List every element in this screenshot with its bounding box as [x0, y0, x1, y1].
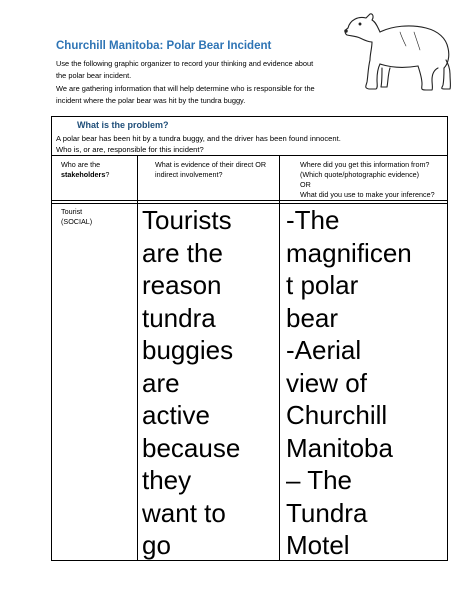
evidence-line: tundra — [142, 302, 216, 333]
header-text: (Which quote/photographic evidence) — [300, 170, 420, 179]
source-line: bear — [286, 302, 339, 333]
header-text: OR — [300, 180, 311, 189]
evidence-line: Tourists — [142, 205, 232, 235]
header-text: indirect involvement? — [155, 170, 223, 179]
intro-paragraph — [56, 58, 346, 108]
header-text: What is evidence of their direct OR — [155, 160, 267, 169]
evidence-line: because — [142, 432, 241, 463]
source-line: Motel — [286, 530, 350, 560]
stakeholder-category: (SOCIAL) — [61, 217, 93, 226]
evidence-line: go — [142, 530, 171, 560]
source-line: -Aerial — [286, 335, 362, 365]
table-divider — [137, 155, 138, 561]
header-text: What did you use to make your inference? — [300, 190, 435, 199]
source-line: Churchill — [286, 400, 388, 430]
evidence-line: want to — [142, 497, 226, 528]
intro-line: We are gathering information that will help determine who is responsible for the — [56, 83, 315, 93]
table-divider — [279, 155, 280, 561]
header-text: stakeholders — [61, 170, 106, 179]
source-line: magnificen — [286, 237, 412, 268]
source-cell — [286, 204, 412, 562]
evidence-cell — [142, 204, 240, 562]
source-line: -The — [286, 205, 340, 235]
intro-line: Use the following graphic organizer to record your thinking and evidence about — [56, 59, 314, 68]
column-header-evidence — [155, 160, 266, 180]
header-text: Who are the — [61, 160, 101, 169]
stakeholder-cell — [61, 207, 92, 227]
header-text: Where did you get this information from? — [300, 160, 430, 169]
column-header-source — [300, 160, 435, 200]
source-line: – The — [286, 465, 353, 495]
evidence-line: are the — [142, 237, 223, 268]
evidence-line: reason — [142, 270, 222, 300]
evidence-line: are — [142, 367, 180, 398]
evidence-line: they — [142, 465, 192, 495]
evidence-line: buggies — [142, 335, 234, 365]
source-line: t polar — [286, 270, 359, 300]
source-line: Manitoba — [286, 432, 393, 463]
source-line: view of — [286, 367, 367, 398]
intro-line: the polar bear incident. — [56, 71, 132, 81]
problem-heading: What is the problem? — [77, 120, 169, 130]
column-header-stakeholders — [61, 160, 109, 180]
problem-statement: A polar bear has been hit by a tundra buggy, and the driver has been found innocent. — [56, 134, 341, 143]
document-title: Churchill Manitoba: Polar Bear Incident — [56, 40, 272, 52]
intro-line: incident where the polar bear was hit by the tundra buggy. — [56, 96, 246, 106]
header-text: ? — [105, 170, 110, 179]
stakeholder-name: Tourist — [61, 207, 83, 216]
polar-bear-icon — [340, 8, 458, 94]
source-line: Tundra — [286, 497, 368, 528]
table-divider — [51, 200, 448, 201]
problem-question: Who is, or are, responsible for this incident? — [56, 145, 204, 154]
evidence-line: active — [142, 400, 210, 430]
